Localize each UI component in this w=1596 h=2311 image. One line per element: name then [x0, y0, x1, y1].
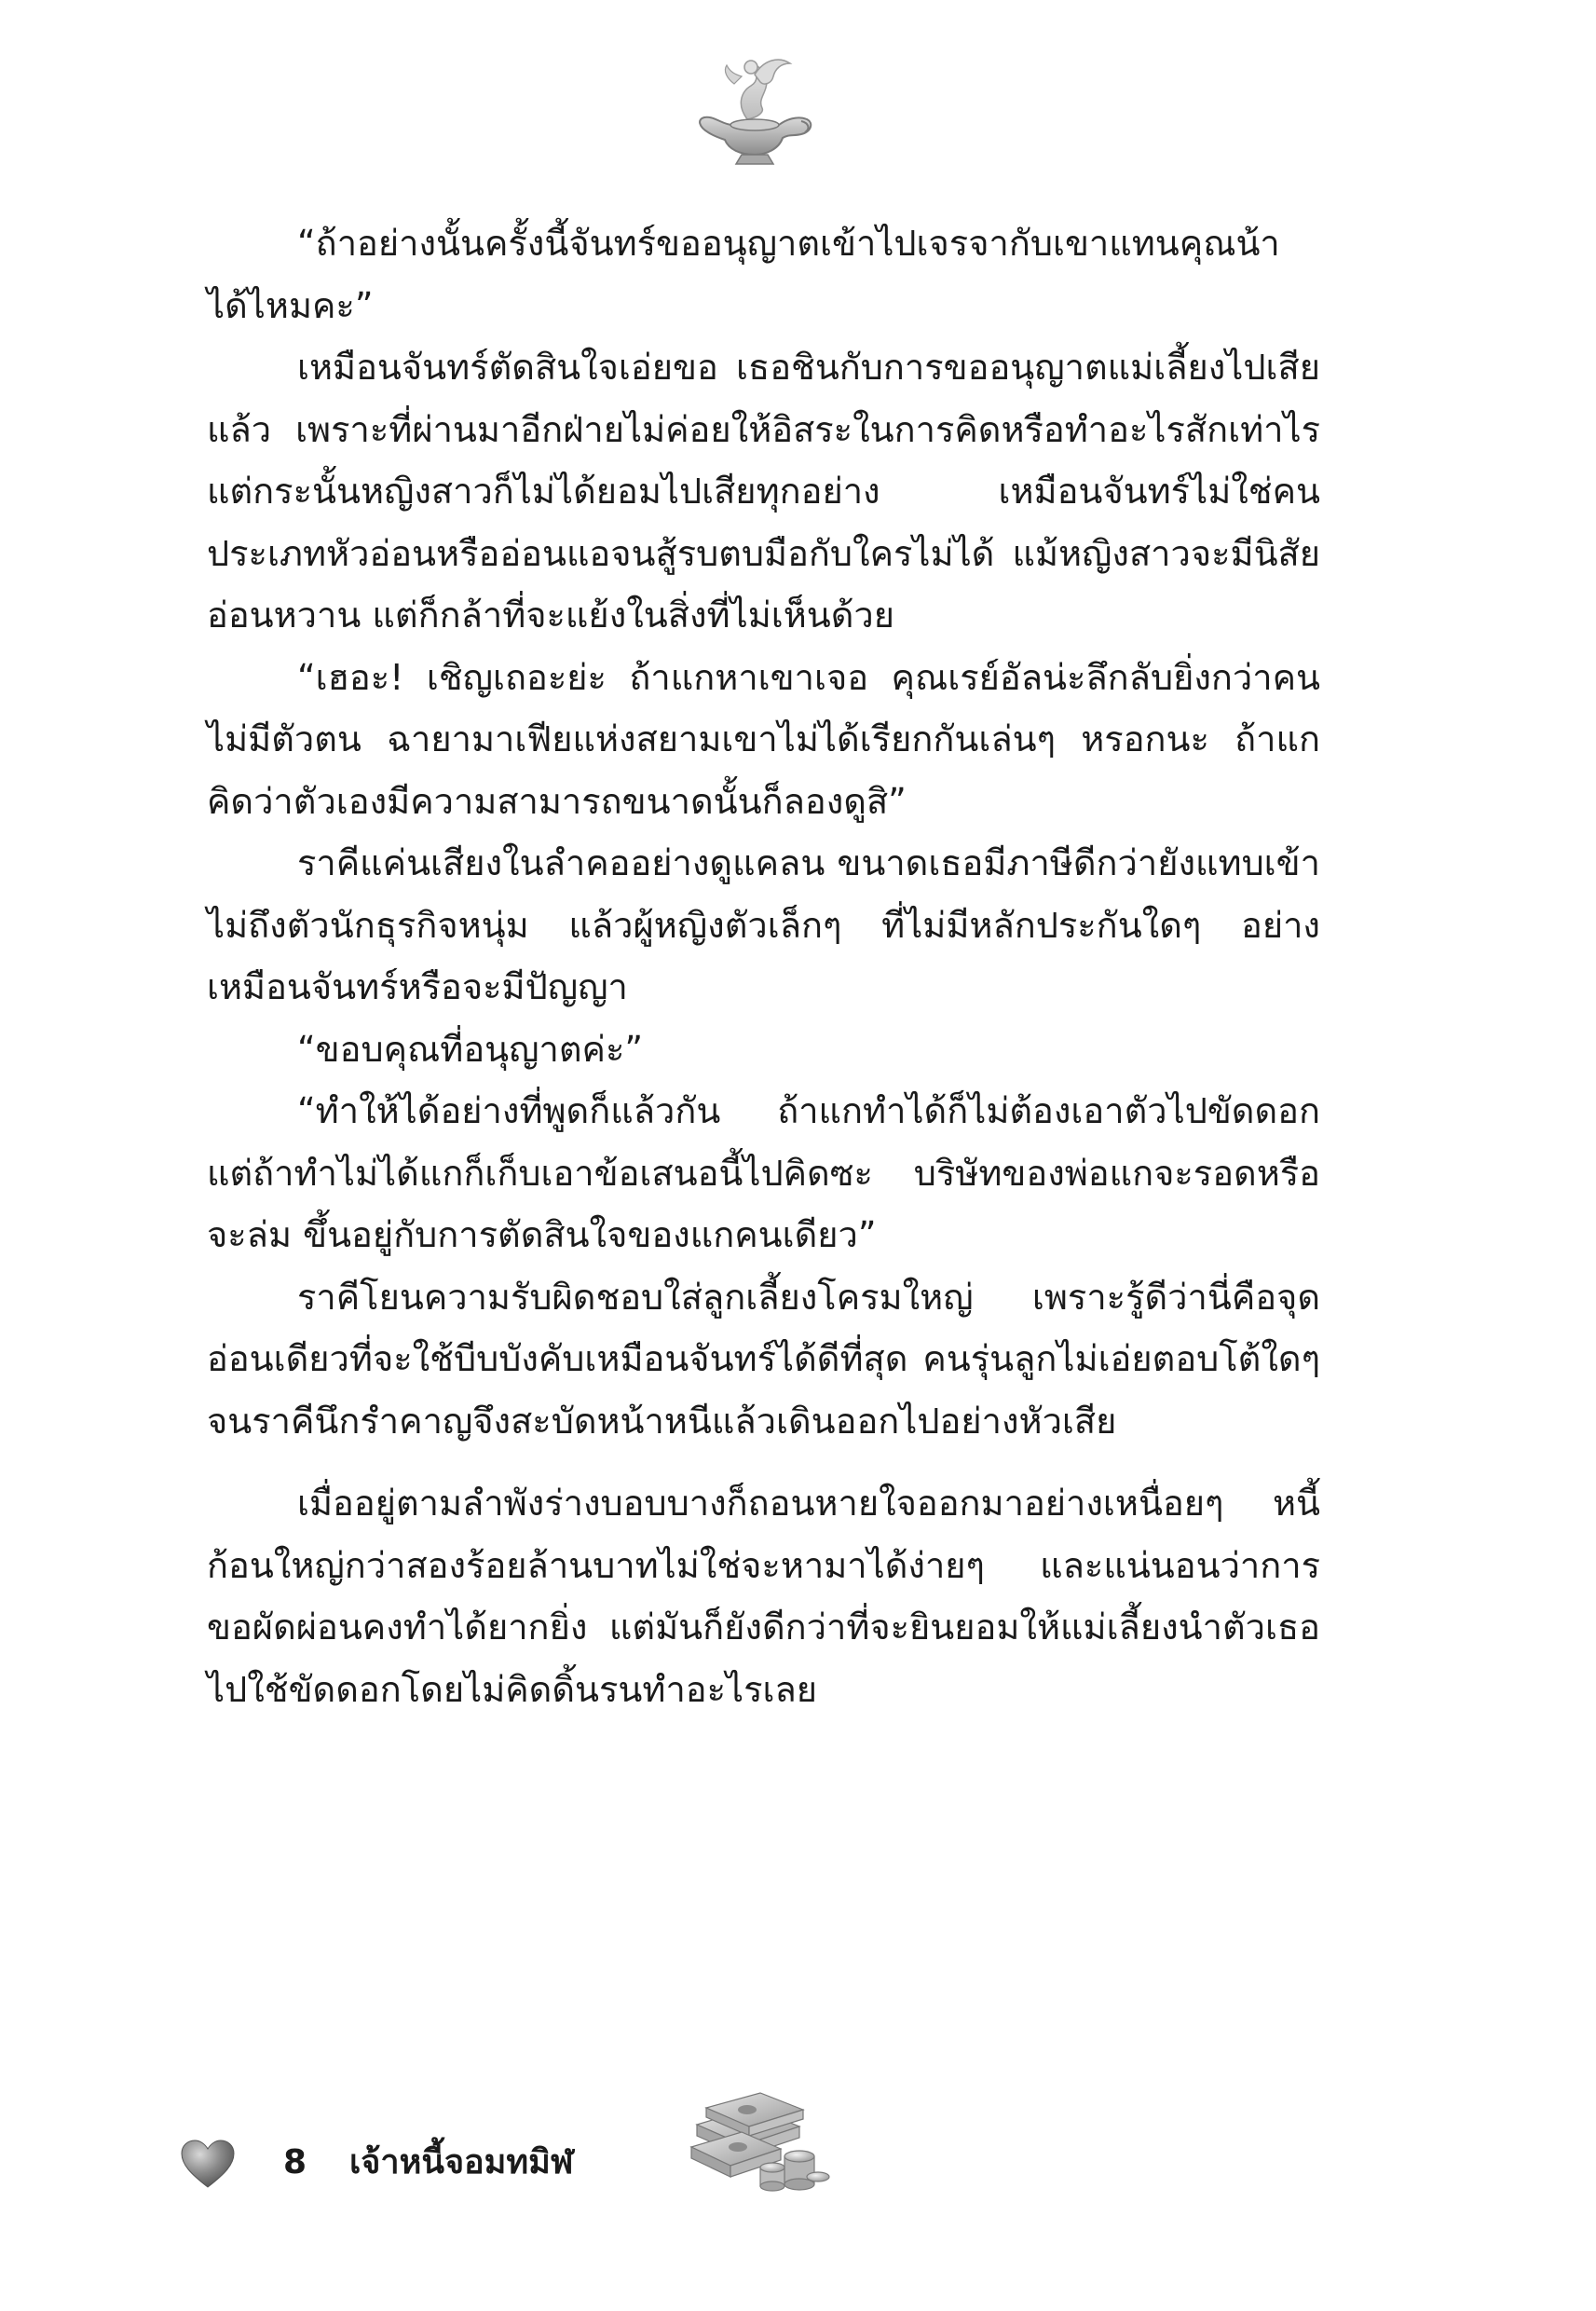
paragraph-7: ราคีโยนความรับผิดชอบใส่ลูกเลี้ยงโครมใหญ่ เพราะรู้ดีว่านี่คือจุดอ่อนเดียวที่จะใช้บีบบังคับเหมือนจันทร์ได้ดีที่สุด คนรุ่นลูกไม่เอ่ยตอบโต้ใดๆ จนราคีนึกรำคาญจึงสะบัดหน้าหนีแล้วเดินออกไปอย่างหัวเสีย — [207, 1276, 1320, 1442]
chapter-body-text — [207, 212, 1320, 1720]
paragraph-6: “ทำให้ได้อย่างที่พูดก็แล้วกัน ถ้าแกทำได้ก็ไม่ต้องเอาตัวไปขัดดอก แต่ถ้าทำไม่ได้แกก็เก็บเอาข้อเสนอนี้ไปคิดซะ บริษัทของพ่อแกจะรอดหรือจะล่ม ขึ้นอยู่กับการตัดสินใจของแกคนเดียว” — [207, 1090, 1320, 1255]
paragraph-2: เหมือนจันทร์ตัดสินใจเอ่ยขอ เธอชินกับการขออนุญาตแม่เลี้ยงไปเสียแล้ว เพราะที่ผ่านมาอีกฝ่ายไม่ค่อยให้อิสระในการคิดหรือทำอะไรสักเท่าไร แต่กระนั้นหญิงสาวก็ไม่ได้ยอมไปเสียทุกอย่าง เหมือนจันทร์ไม่ใช่คนประเภทหัวอ่อนหรืออ่อนแอจนสู้รบตบมือกับใครไม่ได้ แม้หญิงสาวจะมีนิสัยอ่อนหวาน แต่ก็กล้าที่จะแย้งในสิ่งที่ไม่เห็นด้วย — [207, 347, 1320, 636]
paragraph-5: “ขอบคุณที่อนุญาตค่ะ” — [297, 1028, 644, 1070]
money-stack-icon — [688, 2080, 832, 2192]
genie-lamp-icon — [689, 47, 820, 172]
paragraph-4: ราคีแค่นเสียงในลำคออย่างดูแคลน ขนาดเธอมีภาษีดีกว่ายังแทบเข้าไม่ถึงตัวนักธุรกิจหนุ่ม แล้วผู้หญิงตัวเล็กๆ ที่ไม่มีหลักประกันใดๆ อย่างเหมือนจันทร์หรือจะมีปัญญา — [207, 842, 1320, 1007]
heart-icon — [180, 2139, 236, 2190]
paragraph-3: “เฮอะ! เชิญเถอะย่ะ ถ้าแกหาเขาเจอ คุณเรย์อัลน่ะลึกลับยิ่งกว่าคนไม่มีตัวตน ฉายามาเฟียแห่งสยามเขาไม่ได้เรียกกันเล่นๆ หรอกนะ ถ้าแกคิดว่าตัวเองมีความสามารถขนาดนั้นก็ลองดูสิ” — [207, 656, 1320, 822]
book-title: เจ้าหนี้จอมทมิฬ — [349, 2143, 574, 2181]
page-number: 8 — [283, 2143, 307, 2181]
paragraph-1: “ถ้าอย่างนั้นครั้งนี้จันทร์ขออนุญาตเข้าไปเจรจากับเขาแทนคุณน้าได้ไหมคะ” — [207, 223, 1280, 326]
paragraph-8: เมื่ออยู่ตามลำพังร่างบอบบางก็ถอนหายใจออกมาอย่างเหนื่อยๆ หนี้ก้อนใหญ่กว่าสองร้อยล้านบาทไม่ใช่จะหามาได้ง่ายๆ และแน่นอนว่าการขอผัดผ่อนคงทำได้ยากยิ่ง แต่มันก็ยังดีกว่าที่จะยินยอมให้แม่เลี้ยงนำตัวเธอไปใช้ขัดดอกโดยไม่คิดดิ้นรนทำอะไรเลย — [207, 1483, 1320, 1710]
